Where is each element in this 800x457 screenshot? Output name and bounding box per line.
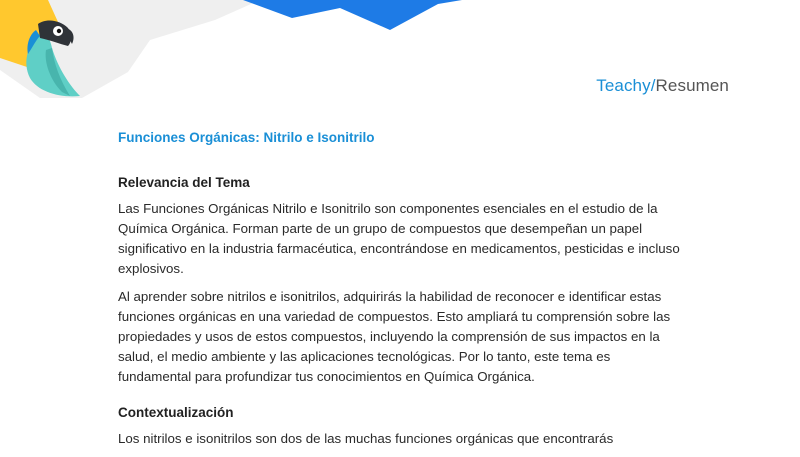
gray-shape xyxy=(0,0,260,98)
paragraph: Las Funciones Orgánicas Nitrilo e Isonitrilo son componentes esenciales en el estudio de la Química Orgánica. Forman parte de un grupo de compuestos que desempeñan un papel significativo en la industria farmacéutica, encontrándose en medicamentos, pesticidas e incluso explosivos. xyxy=(118,201,680,276)
brand-name: Teachy xyxy=(596,76,651,95)
parrot-logo-icon xyxy=(26,21,80,97)
blue-shape xyxy=(243,0,462,30)
document-content xyxy=(118,128,684,457)
brand-logo xyxy=(596,76,729,96)
section-heading: Relevancia del Tema xyxy=(118,175,250,190)
paragraph: Los nitrilos e isonitrilos son dos de las muchas funciones orgánicas que encontrarás xyxy=(118,431,614,446)
yellow-shape xyxy=(0,0,58,68)
brand-separator: / xyxy=(650,76,656,95)
section-heading: Contextualización xyxy=(118,405,234,420)
document-title: Funciones Orgánicas: Nitrilo e Isonitrilo xyxy=(118,130,375,145)
section-relevancia xyxy=(118,173,684,387)
paragraph: Al aprender sobre nitrilos e isonitrilos, adquirirás la habilidad de reconocer e identificar estas funciones orgánicas en una variedad de compuestos. Esto ampliará tu comprensión sobre las propiedades y usos de estos compuestos, incluyendo la comprensión de sus impactos en la salud, el medio ambiente y las aplicaciones tecnológicas. Por lo tanto, este tema es fundamental para profundizar tus conocimientos en Química Orgánica. xyxy=(118,289,671,384)
brand-section: Resumen xyxy=(655,76,729,95)
section-contextualizacion xyxy=(118,403,684,449)
